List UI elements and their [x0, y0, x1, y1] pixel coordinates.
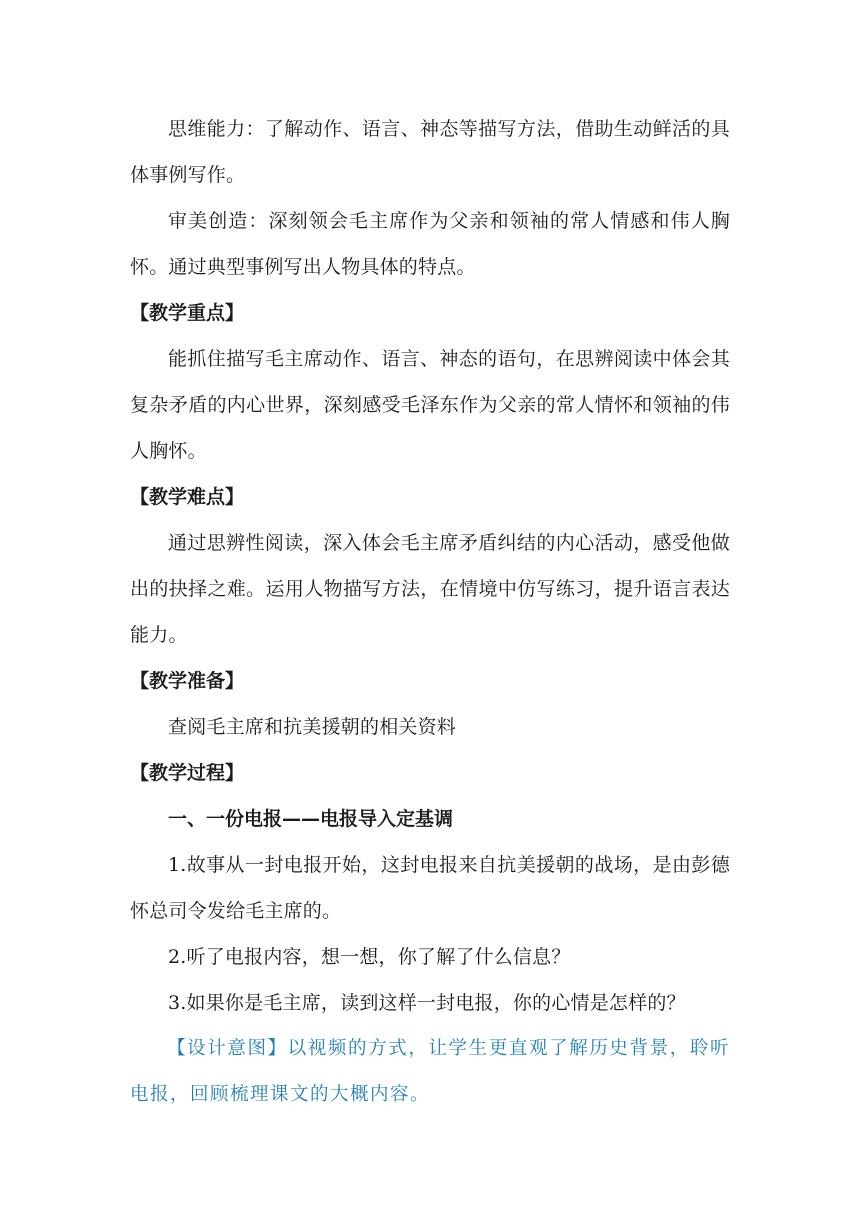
- heading-process: 【教学过程】: [130, 762, 245, 784]
- heading-difficulties: 【教学难点】: [130, 486, 245, 508]
- step-2: 2.听了电报内容，想一想，你了解了什么信息？: [168, 946, 571, 968]
- heading-key-points: 【教学重点】: [130, 302, 245, 324]
- step-3: 3.如果你是毛主席，读到这样一封电报，你的心情是怎样的？: [168, 992, 686, 1014]
- document-body: [130, 106, 730, 1118]
- heading-preparation: 【教学准备】: [130, 670, 245, 692]
- paragraph-aesthetic-creation: 审美创造：深刻领会毛主席作为父亲和领袖的常人情感和伟人胸怀。通过典型事例写出人物具体的特点。: [130, 210, 730, 278]
- paragraph-difficulties: 通过思辨性阅读，深入体会毛主席矛盾纠结的内心活动，感受他做出的抉择之难。运用人物描写方法，在情境中仿写练习，提升语言表达能力。: [130, 532, 730, 646]
- paragraph-key-points: 能抓住描写毛主席动作、语言、神态的语句，在思辨阅读中体会其复杂矛盾的内心世界，深刻感受毛泽东作为父亲的常人情怀和领袖的伟人胸怀。: [130, 348, 730, 462]
- design-intent-note: 【设计意图】以视频的方式，让学生更直观了解历史背景，聆听电报，回顾梳理课文的大概内容。: [130, 1038, 730, 1105]
- step-1: 1.故事从一封电报开始，这封电报来自抗美援朝的战场，是由彭德怀总司令发给毛主席的。: [130, 854, 730, 922]
- paragraph-thinking-ability: 思维能力：了解动作、语言、神态等描写方法，借助生动鲜活的具体事例写作。: [130, 118, 730, 186]
- subheading-telegram: 一、一份电报——电报导入定基调: [168, 808, 454, 830]
- paragraph-preparation: 查阅毛主席和抗美援朝的相关资料: [168, 716, 457, 738]
